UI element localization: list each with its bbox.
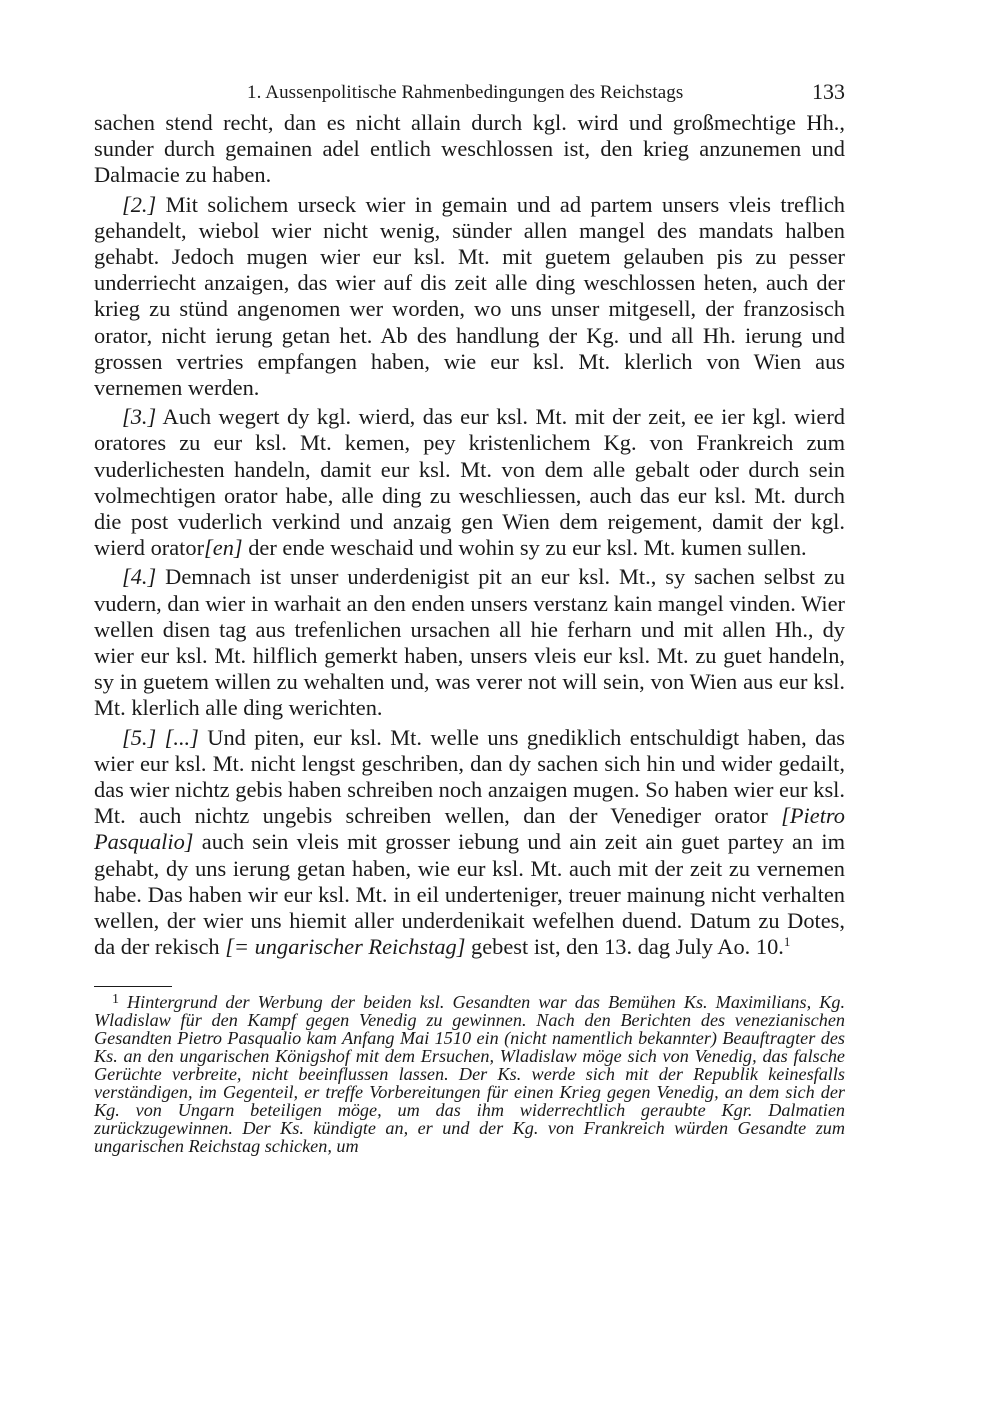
paragraph-text: Mit solichem urseck wier in gemain und ad partem unsers vleis treflich gehandelt, wiebol wier nicht wenig, sünder allen mangel des mandats halben gehabt. Jedoch mugen wier eur ksl. Mt. mit guetem gelauben pis zu pesser underriecht anzaigen, das wier auf dis zeit alle ding weschlossen heten, auch der krieg zu stünd angenomen wer worden, wo uns unser mitgesell, der franzosisch orator, nicht ierung getan het. Ab des handlung der Kg. und all Hh. ierung und grossen vertries empfangen haben, wie eur ksl. Mt. klerlich von Wien aus vernemen werden. xyxy=(94,191,845,401)
footnote-divider xyxy=(94,986,172,987)
paragraph-2 xyxy=(94,192,845,402)
running-header xyxy=(94,78,845,110)
page-number: 133 xyxy=(812,79,845,104)
paragraph-text: Auch wegert dy kgl. wierd, das eur ksl. Mt. mit der zeit, ee ier kgl. wierd oratores zu eur ksl. Mt. kemen, pey kristenlichem Kg. von Frankreich zum vuderlichesten handeln, damit eur ksl. Mt. von dem alle gebalt oder durch sein volmechtigen orator habe, alle ding zu weschliessen, auch das eur ksl. Mt. durch die post vuderlich verkind und anzaig gen Wien dem reigement, damit der kgl. wierd orator xyxy=(94,404,845,561)
paragraph-3 xyxy=(94,404,845,561)
footnote-number: 1 xyxy=(112,991,119,1007)
editorial-gloss: [= ungarischer Reichstag] xyxy=(225,934,466,960)
paragraph-number: [4.] xyxy=(122,564,157,590)
paragraph-text: gebest ist, den 13. dag July Ao. 10. xyxy=(465,934,784,960)
paragraph-number: [3.] xyxy=(122,404,157,430)
paragraph-number: [2.] xyxy=(122,191,157,217)
paragraph-text: auch sein vleis mit grosser iebung und ain zeit ain guet partey an im gehabt, dy uns ierung getan haben, wie eur ksl. Mt. auch mit der zeit zu vernemen habe. Das haben wir eur ksl. Mt. in eil underteniger, treuer mainung nicht verhalten wellen, der wier uns hiemit aller underdenikait wefelhen duend. Datum zu Dotes, da der rekisch xyxy=(94,829,845,960)
paragraph-continuation xyxy=(94,110,845,189)
paragraph-5 xyxy=(94,725,845,961)
footnote-reference[interactable]: 1 xyxy=(783,934,791,950)
running-title: 1. Aussenpolitische Rahmenbedingungen des Reichstags xyxy=(247,82,684,103)
paragraph-text: sachen stend recht, dan es nicht allain durch kgl. wird und großmechtige Hh., sunder durch gemainen adel entlich weschlossen ist, den krieg anzunemen und Dalmacie zu haben. xyxy=(94,110,845,188)
paragraph-4 xyxy=(94,564,845,721)
editorial-insertion: [en] xyxy=(204,535,243,561)
paragraph-text: Demnach ist unser underdenigist pit an eur ksl. Mt., sy sachen selbst zu vudern, dan wier in warhait an den enden unsers verstanz kain mangel vinden. Wier wellen disen tag aus trefenlichen ursachen all hie ferharn und mit allen Hh., dy wier eur ksl. Mt. hilflich gemerkt haben, unsers vleis eur ksl. Mt. zu guet handeln, sy in guetem willen zu wehalten und, was verer not will sein, von Wien aus eur ksl. Mt. klerlich alle ding werichten. xyxy=(94,564,845,721)
editorial-name: [Pietro Pasqualio] xyxy=(94,803,845,855)
paragraph-number: [5.] [...] xyxy=(122,724,199,750)
paragraph-text: der ende weschaid und wohin sy zu eur ksl. Mt. kumen sullen. xyxy=(242,535,807,561)
paragraph-text: Und piten, eur ksl. Mt. welle uns gnediklich entschuldigt haben, das wier eur ksl. Mt. nicht lengst geschriben, dan dy sachen sich hin und wider gedailt, das wier nichtz gebis haben schreiben noch anzaigen mugen. So haben wier eur ksl. Mt. auch nichtz ungebis schreiben wellen, dan der Venediger orator xyxy=(94,724,845,829)
document-page xyxy=(94,78,845,1155)
footnote-1 xyxy=(94,993,845,1156)
main-text xyxy=(94,110,845,961)
footnote-text: Hintergrund der Werbung der beiden ksl. Gesandten war das Bemühen Ks. Maximilians, Kg. Wladislaw für den Kampf gegen Venedig zu gewinnen. Nach den Berichten des venezianischen Gesandten Pietro Pasqualio kam Anfang Mai 1510 ein (nicht namentlich bekannter) Beauftragter des Ks. an den ungarischen Königshof mit dem Ersuchen, Wladislaw möge sich von Venedig, das falsche Gerüchte verbreite, nicht beeinflussen lassen. Der Ks. werde sich mit der Republik keinesfalls verständigen, im Gegenteil, er treffe Vorbereitungen für einen Krieg gegen Venedig, an dem sich der Kg. von Ungarn beteiligen möge, um das ihm widerrechtlich geraubte Kgr. Dalmatien zurückzugewinnen. Der Ks. kündigte an, er und der Kg. von Frankreich würden Gesandte zum ungarischen Reichstag schicken, um xyxy=(94,991,845,1157)
